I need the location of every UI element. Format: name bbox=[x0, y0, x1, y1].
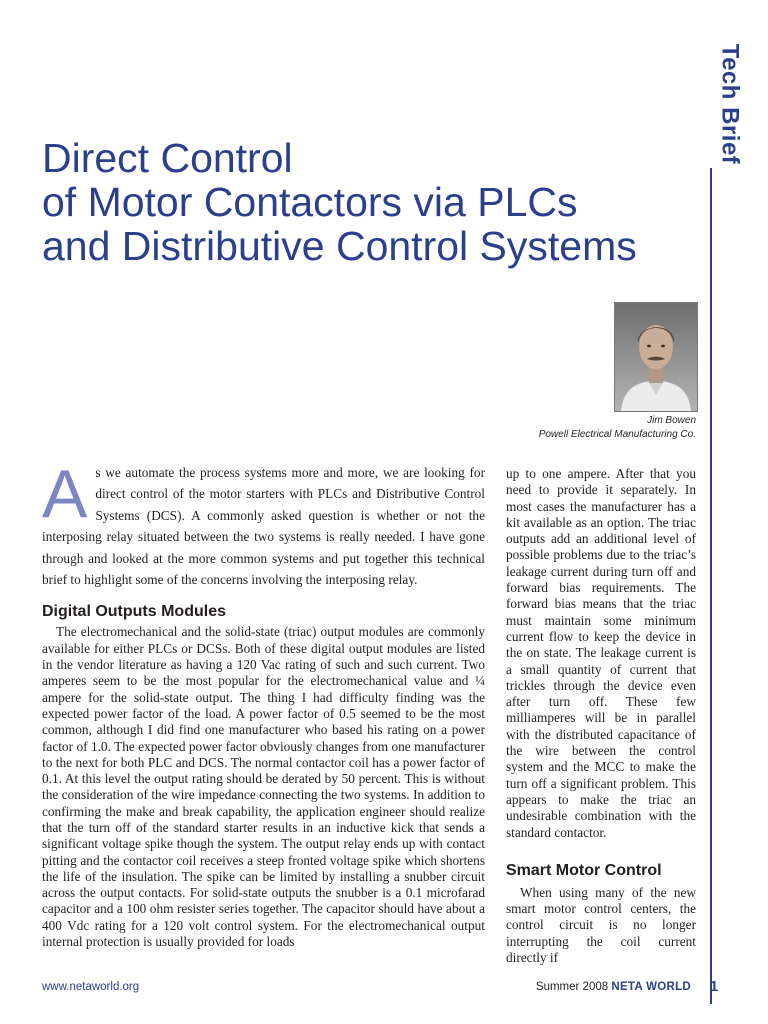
author-affiliation: Powell Electrical Manufacturing Co. bbox=[538, 429, 696, 440]
drop-cap: A bbox=[42, 456, 88, 532]
section-heading-digital-outputs: Digital Outputs Modules bbox=[42, 603, 226, 621]
footer-issue-date: Summer 2008 bbox=[535, 981, 609, 993]
footer-issue bbox=[470, 981, 691, 993]
smart-motor-control-text: When using many of the new smart motor control centers, the control circuit is no longer interrupting the coil current directly if bbox=[506, 884, 696, 966]
author-name: Jim Bowen bbox=[647, 415, 696, 426]
title-line-2: of Motor Contactors via PLCs bbox=[42, 179, 578, 225]
title-line-1: Direct Control bbox=[42, 135, 293, 181]
page-number: 1 bbox=[709, 978, 719, 995]
intro-paragraph bbox=[42, 456, 485, 590]
section-heading-smart-motor-control: Smart Motor Control bbox=[506, 861, 662, 879]
left-column bbox=[42, 456, 485, 950]
section-tab-label: Tech Brief bbox=[716, 43, 743, 165]
intro-text: s we automate the process systems more and more, we are looking for direct control of the motor starters with PLCs and Distributive Control Systems (DCS). A commonly asked question is whether or not the interposing relay situated between the two systems is really needed. I have gone through and looked at the more common systems and put together this technical brief to highlight some of the concerns involving the interposing relay. bbox=[42, 465, 485, 588]
right-column bbox=[506, 466, 696, 966]
section-tab bbox=[712, 44, 746, 164]
title-line-3: and Distributive Control Systems bbox=[42, 223, 637, 269]
footer-publication: NETA WORLD bbox=[611, 981, 691, 993]
digital-outputs-continued-text: up to one ampere. After that you need to provide it separately. In most cases the manufacturer has a kit available as an option. The triac outputs add an additional level of possible problems due to the triac’s leakage current during turn off and forward bias requirements. The forward bias means that the triac must maintain some minimum current flow to keep the device in the on state. The leakage current is a small quantity of current that trickles through the device even after turn off. These few milliamperes will be in parallel with the distributed capacitance of the wire between the control system and the MCC to make the turn off a significant problem. This appears to make the triac an undesirable combination with the standard contactor. bbox=[506, 466, 696, 840]
footer-website[interactable]: www.netaworld.org bbox=[42, 981, 140, 993]
article-title bbox=[42, 136, 682, 268]
digital-outputs-text: The electromechanical and the solid-state (triac) output modules are commonly available for either PLCs or DCSs. Both of these digital output modules are listed in the vendor literature as having a 120 Vac rating of such and such current. Two amperes seem to be the most popular for the electromechanical value and ¼ ampere for the solid-state output. The thing I had difficulty finding was the expected power factor of the load. A power factor of 0.5 seemed to be the most common, although I did find one manufacturer who based his rating on a power factor of 1.0. The expected power factor obviously changes from one manufacturer to the next for both PLC and DCS. The normal contactor coil has a power factor of 0.1. At this level the output rating should be derated by 50 percent. This is without the consideration of the wire impedance connecting the two systems. In addition to confirming the make and break capability, the application engineer should realize that the turn off of the standard starter results in an inductive kick that sends a significant voltage spike though the system. The output relay ends up with contact pitting and the contactor coil receives a steep fronted voltage spike which shortens the life of the insulation. The spike can be limited by installing a snubber circuit across the output contacts. For solid-state outputs the snubber is a 0.1 microfarad capacitor and a 100 ohm resister series together. The capacitor should have about a 400 Vdc rating for a 120 volt control system. For the electromechanical output internal protection is usually provided for loads bbox=[42, 624, 485, 950]
side-rule bbox=[710, 168, 712, 1004]
author-photo bbox=[614, 302, 698, 412]
author-caption bbox=[460, 414, 696, 442]
